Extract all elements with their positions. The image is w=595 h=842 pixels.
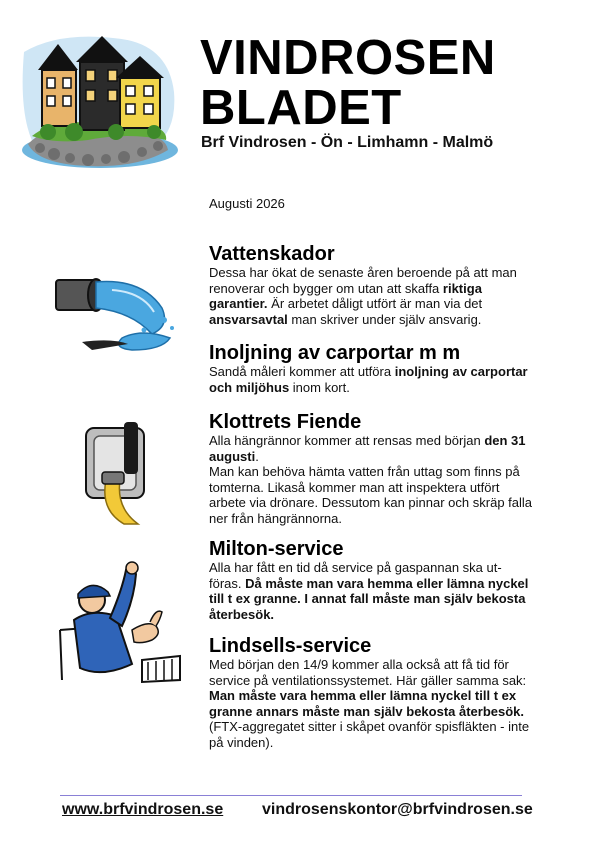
text-run: Alla hängrännor kommer att rensas med början [209,433,485,448]
article-body [209,657,534,750]
article-milton-service [209,538,534,622]
text-run: Med början den 14/9 kommer alla också att få tid för service på ventilationssystemet. Här gäller samma sak: [209,657,527,688]
article-title: Lindsells-service [209,635,372,657]
text-run: . [255,448,259,464]
article-title: Vattenskador [209,243,335,265]
article-vattenskador [209,243,534,327]
island-houses-logo [18,32,178,172]
bold-run: Då måste man vara hemma eller lämna nyckel till t ex granne. I annat fall måste man själv bekosta återbesök. [209,575,529,622]
article-title: Milton-service [209,538,344,560]
email-address[interactable]: vindrosenskontor@brfvindrosen.se [262,801,533,818]
article-lindsells-service [209,635,534,750]
text-run: Alla har fått en tid då service på gaspannan ska ut-föras. [209,560,502,591]
bold-run: inoljning av carportar och miljöhus [209,364,528,395]
hose-tap-icon [80,420,158,528]
article-title: Inoljning av carportar m m [209,342,461,364]
text-run: (FTX-aggregatet sitter i skåpet ovanför spisfläkten - inte på vinden). [209,719,530,750]
service-worker-icon [52,560,184,684]
issue-date: Augusti 2026 [209,196,285,211]
text-run: Är arbetet dåligt utfört är man via det [267,296,483,311]
article-inoljning [209,342,534,395]
website-link[interactable]: www.brfvindrosen.se [62,801,224,818]
text-run: inom kort. [289,379,350,395]
masthead-tagline: Brf Vindrosen - Ön - Limhamn - Malmö [201,134,494,151]
bold-run: ansvarsavtal [209,311,288,327]
text-run: Dessa har ökat de senaste åren beroende på att man renoverar och bygger om utan att skaffa [209,265,517,296]
text-run: Sandå måleri kommer att utföra [209,364,395,379]
article-title: Klottrets Fiende [209,411,362,433]
footer-divider [60,795,522,796]
article-body [209,265,534,327]
masthead-title-line2: BLADET [200,81,402,135]
text-run: man skriver under själv ansvarig. [287,311,482,327]
bold-run: riktiga garantier. [209,280,482,311]
bold-run: den 31 augusti [209,433,526,464]
masthead-title-line1: VINDROSEN [200,31,496,85]
water-pipe-icon [52,268,180,356]
bold-run: Man måste vara hemma eller lämna nyckel till t ex granne annars måste man själv bekosta återbesök. [209,688,525,719]
article-body [209,433,534,526]
article-body [209,560,534,622]
article-body [209,364,534,395]
article-klottrets-fiende [209,411,534,526]
text-run: Man kan behöva hämta vatten från uttag som finns på tomterna. Likaså kommer man att inspektera utfört arbete via drönare. Dessutom kan pinnar och skräp falla ner från hängrännorna. [209,464,533,526]
